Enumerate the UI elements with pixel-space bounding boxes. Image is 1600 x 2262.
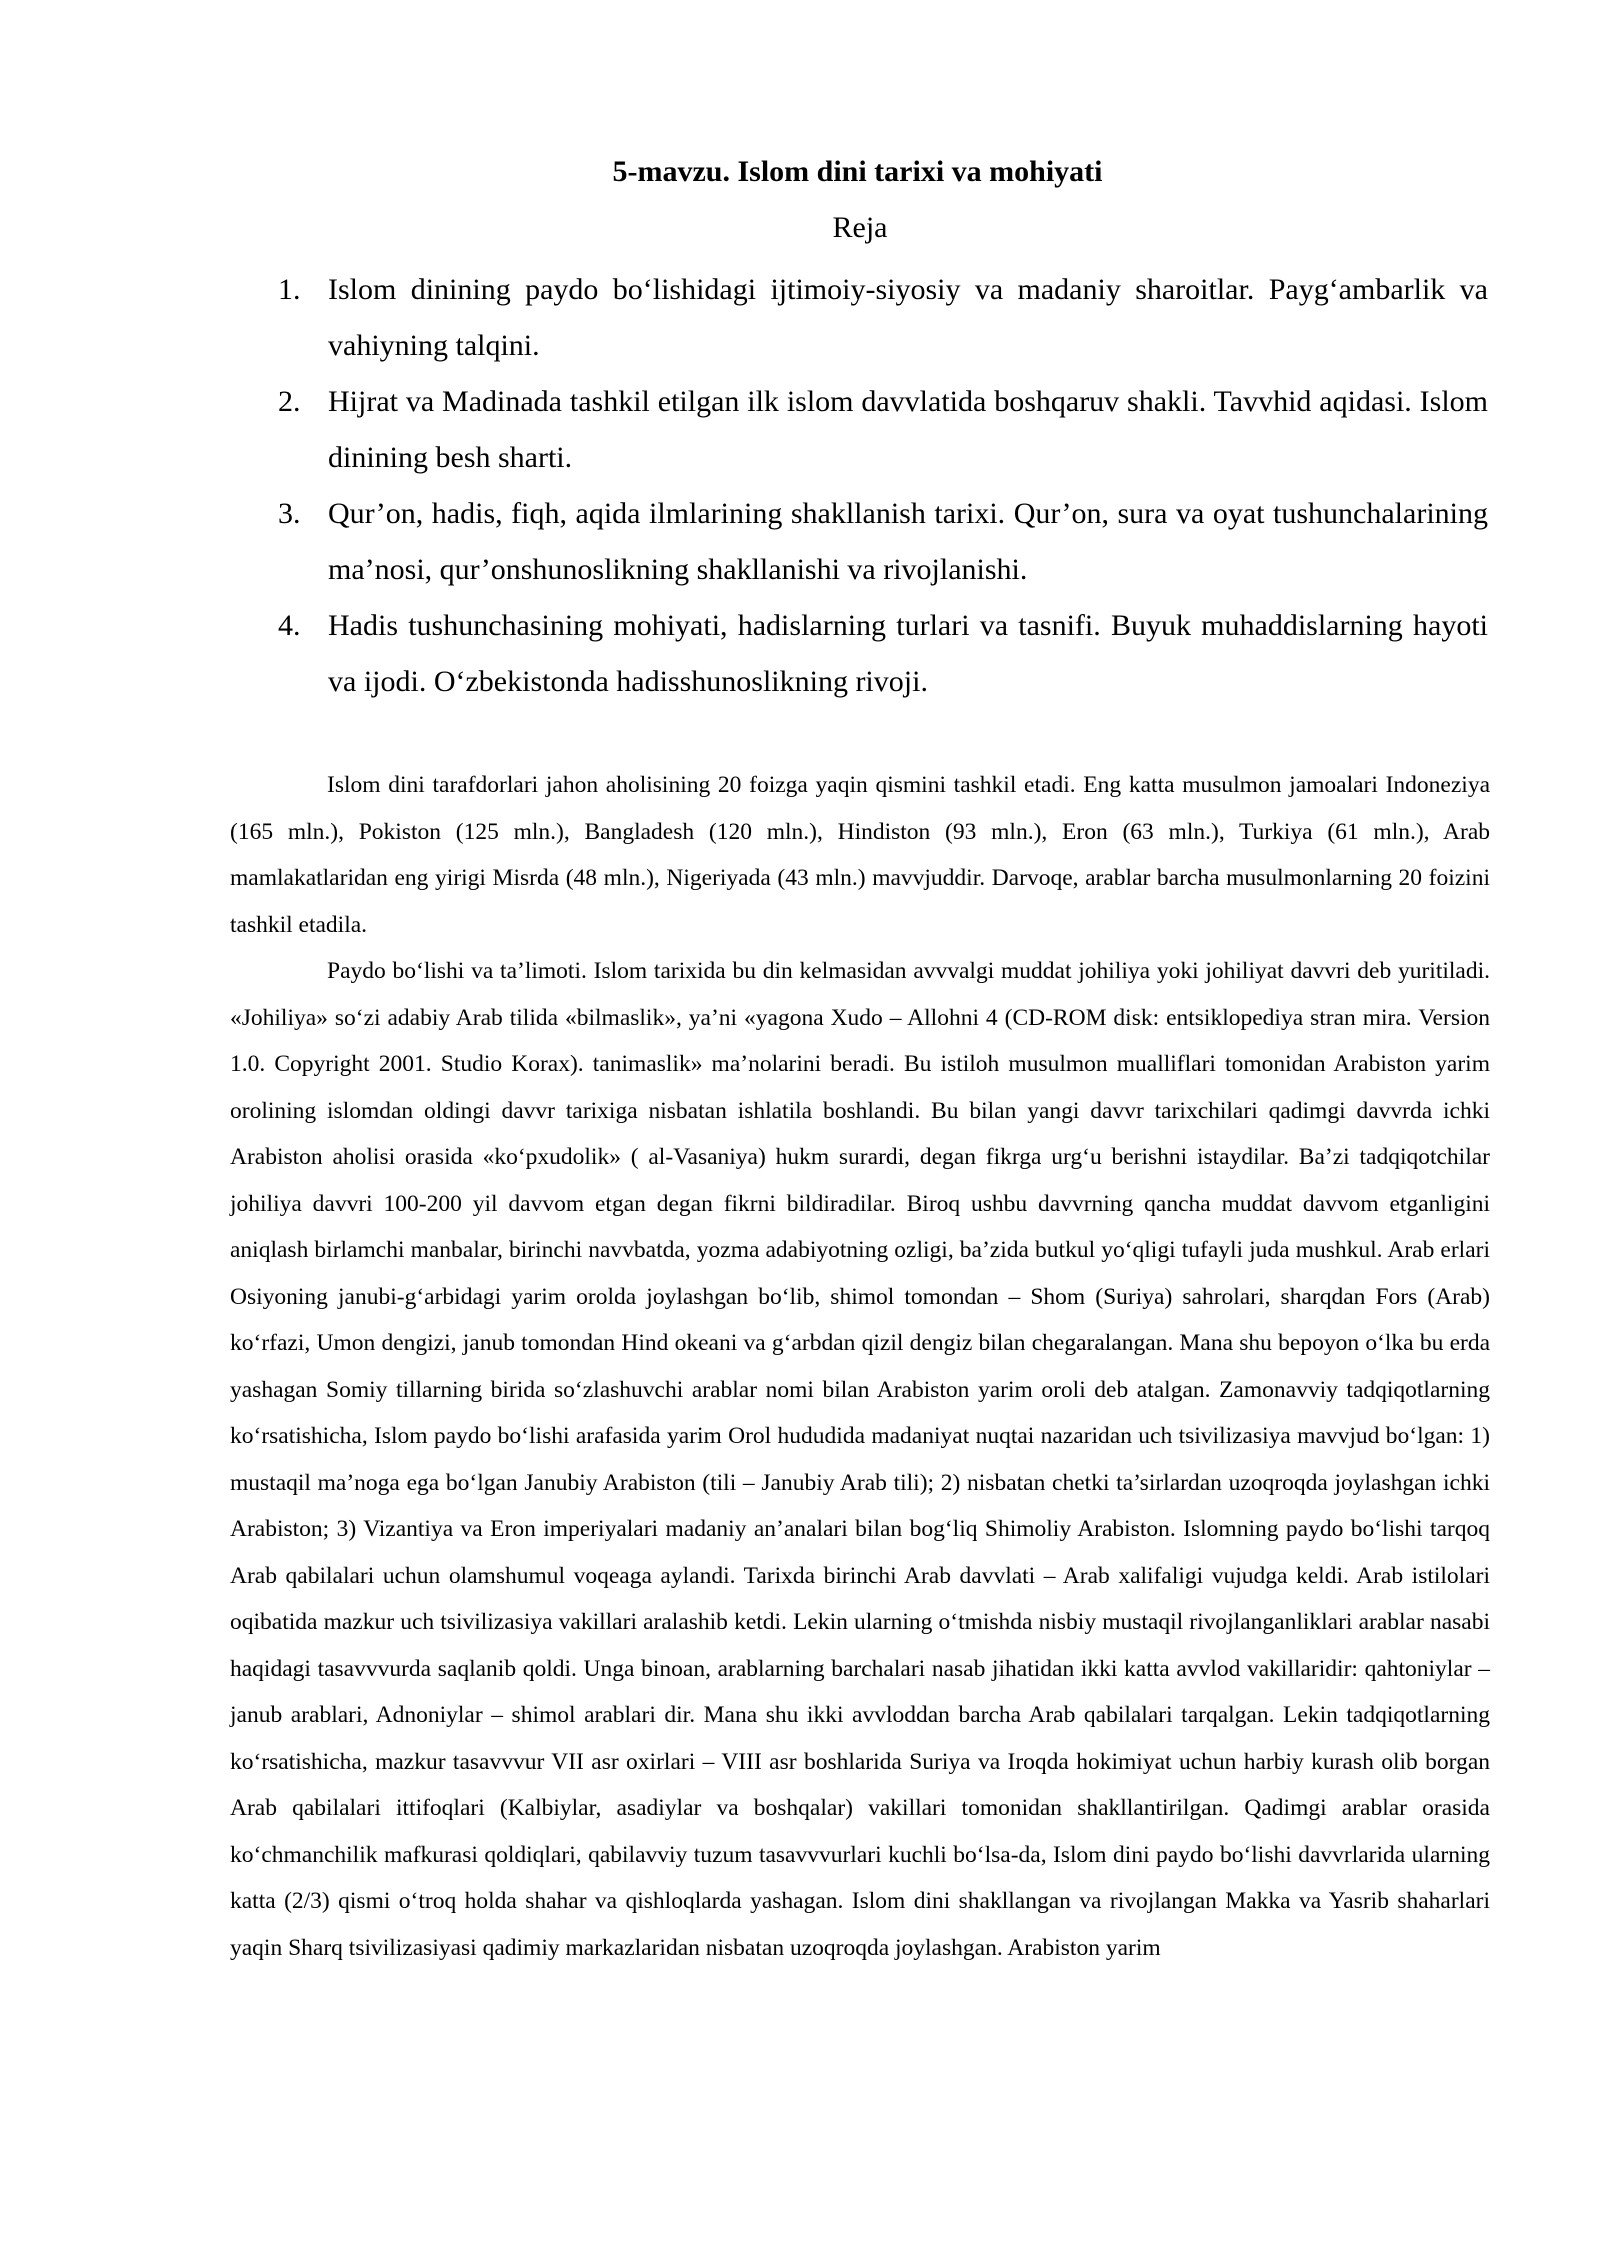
plan-list — [278, 262, 1488, 710]
body-text — [230, 762, 1490, 1971]
plan-item-number: 1. — [278, 273, 301, 306]
plan-item-4 — [278, 598, 1488, 710]
plan-item-number: 2. — [278, 385, 301, 418]
document-title: 5-mavzu. Islom dini tarixi va mohiyati — [612, 155, 1103, 188]
plan-item-number: 4. — [278, 609, 301, 642]
paragraph-2: Paydo boʻlishi va ta’limoti. Islom tarixida bu din kelmasidan avvvalgi muddat johiliya yoki johiliyat davvri deb yuritiladi. «Johiliya» soʻzi adabiy Arab tilida «bilmaslik», ya’ni «yagona Xudo – Allohni 4 (CD-ROM disk: entsiklopediya stran mira. Version 1.0. Copyright 2001. Studio Korax). tanimaslik» ma’nolarini beradi. Bu istiloh musulmon mualliflari tomonidan Arabiston yarim orolining islomdan oldingi davvr tarixiga nisbatan ishlatila boshlandi. Bu bilan yangi davvr tarixchilari qadimgi davvrda ichki Arabiston aholisi orasida «koʻpxudolik» ( al-Vasaniya) hukm surardi, degan fikrga urgʻu berishni istaydilar. Ba’zi tadqiqotchilar johiliya davvri 100-200 yil davvom etgan degan fikrni bildiradilar. Biroq ushbu davvrning qancha muddat davvom etganligini aniqlash birlamchi manbalar, birinchi navvbatda, yozma adabiyotning ozligi, ba’zida butkul yoʻqligi tufayli juda mushkul. Arab erlari Osiyoning janubi-gʻarbidagi yarim orolda joylashgan boʻlib, shimol tomondan – Shom (Suriya) sahrolari, sharqdan Fors (Arab) koʻrfazi, Umon dengizi, janub tomondan Hind okeani va gʻarbdan qizil dengiz bilan chegaralangan. Mana shu bepoyon oʻlka bu erda yashagan Somiy tillarning birida soʻzlashuvchi arablar nomi bilan Arabiston yarim oroli deb atalgan. Zamonavviy tadqiqotlarning koʻrsatishicha, Islom paydo boʻlishi arafasida yarim Orol hududida madaniyat nuqtai nazaridan uch tsivilizasiya mavvjud boʻlgan: 1) mustaqil ma’noga ega boʻlgan Janubiy Arabiston (tili – Janubiy Arab tili); 2) nisbatan chetki ta’sirlardan uzoqroqda joylashgan ichki Arabiston; 3) Vizantiya va Eron imperiyalari madaniy an’analari bilan bogʻliq Shimoliy Arabiston. Islomning paydo boʻlishi tarqoq Arab qabilalari uchun olamshumul voqeaga aylandi. Tarixda birinchi Arab davvlati – Arab xalifaligi vujudga keldi. Arab istilolari oqibatida mazkur uch tsivilizasiya vakillari aralashib ketdi. Lekin ularning oʻtmishda nisbiy mustaqil rivojlanganliklari arablar nasabi haqidagi tasavvvurda saqlanib qoldi. Unga binoan, arablarning barchalari nasab jihatidan ikki katta avvlod vakillaridir: qahtoniylar – janub arablari, Adnoniylar – shimol arablari dir. Mana shu ikki avvloddan barcha Arab qabilalari tarqalgan. Lekin tadqiqotlarning koʻrsatishicha, mazkur tasavvvur VII asr oxirlari – VIII asr boshlarida Suriya va Iroqda hokimiyat uchun harbiy kurash olib borgan Arab qabilalari ittifoqlari (Kalbiylar, asadiylar va boshqalar) vakillari tomonidan shakllantirilgan. Qadimgi arablar orasida koʻchmanchilik mafkurasi qoldiqlari, qabilavviy tuzum tasavvvurlari kuchli boʻlsa-da, Islom dini paydo boʻlishi davvrlarida ularning katta (2/3) qismi oʻtroq holda shahar va qishloqlarda yashagan. Islom dini shakllangan va rivojlangan Makka va Yasrib shaharlari yaqin Sharq tsivilizasiyasi qadimiy markazlaridan nisbatan uzoqroqda joylashgan. Arabiston yarim — [230, 958, 1490, 1961]
plan-item-2 — [278, 374, 1488, 486]
plan-item-text: Hijrat va Madinada tashkil etilgan ilk islom davvlatida boshqaruv shakli. Tavvhid aqidasi. Islom dinining besh sharti. — [328, 385, 1488, 474]
plan-item-3 — [278, 486, 1488, 598]
paragraph-1: Islom dini tarafdorlari jahon aholisining 20 foizga yaqin qismini tashkil etadi. Eng katta musulmon jamoalari Indoneziya (165 mln.), Pokiston (125 mln.), Bangladesh (120 mln.), Hindiston (93 mln.), Eron (63 mln.), Turkiya (61 mln.), Arab mamlakatlaridan eng yirigi Misrda (48 mln.), Nigeriyada (43 mln.) mavvjuddir. Darvoqe, arablar barcha musulmonlarning 20 foizini tashkil etadila. — [230, 772, 1490, 938]
plan-item-text: Qur’on, hadis, fiqh, aqida ilmlarining shakllanish tarixi. Qur’on, sura va oyat tushunchalarining ma’nosi, qur’onshunoslikning shakllanishi va rivojlanishi. — [328, 497, 1488, 586]
plan-item-text: Hadis tushunchasining mohiyati, hadislarning turlari va tasnifi. Buyuk muhaddislarning hayoti va ijodi. Oʻzbekistonda hadisshunoslikning rivoji. — [328, 609, 1488, 698]
plan-item-1 — [278, 262, 1488, 374]
plan-heading: Reja — [832, 211, 888, 244]
plan-item-text: Islom dinining paydo boʻlishidagi ijtimoiy-siyosiy va madaniy sharoitlar. Paygʻambarlik va vahiyning talqini. — [328, 273, 1488, 362]
plan-item-number: 3. — [278, 497, 301, 530]
